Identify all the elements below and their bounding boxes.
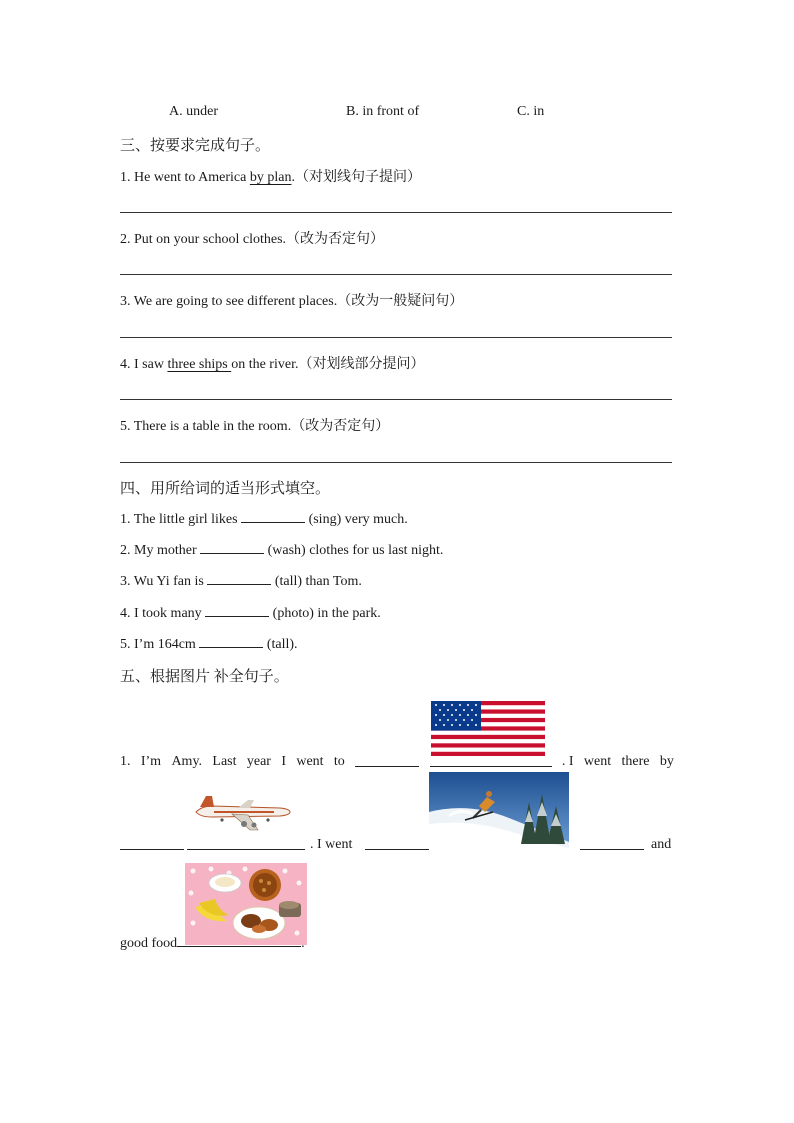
answer-line-5 <box>120 462 672 463</box>
fill-blank[interactable] <box>355 754 419 767</box>
fill-blank[interactable] <box>580 837 644 850</box>
s5-line-3-end: . <box>301 936 305 951</box>
option-a: A. under <box>169 104 218 119</box>
word: I’m <box>140 754 162 769</box>
s4-item-5 <box>120 635 298 653</box>
fill-blank[interactable] <box>120 837 184 850</box>
s3-item-1-pre: 1. He went to America <box>120 170 250 185</box>
word: I <box>281 754 286 769</box>
word: year <box>246 754 271 769</box>
s4-item-3 <box>120 572 362 590</box>
s5-line-1 <box>120 754 674 770</box>
word: Amy. <box>171 754 203 769</box>
s4-item-4 <box>120 604 381 622</box>
word: went <box>583 754 612 769</box>
fill-blank[interactable] <box>365 837 429 850</box>
s3-item-4-underlined: three ships <box>167 357 232 372</box>
s5-line-3 <box>120 934 305 952</box>
s3-item-4 <box>120 353 424 373</box>
section4-title: 四、用所给词的适当形式填空。 <box>120 481 331 497</box>
word: 1. <box>120 754 131 769</box>
option-b: B. in front of <box>346 104 420 119</box>
s4-item-1 <box>120 510 408 528</box>
s4-item-2-pre: 2. My mother <box>120 543 201 558</box>
s3-item-1-post: .（对划线句子提问） <box>291 170 421 185</box>
answer-line-3 <box>120 337 672 338</box>
s3-item-5: 5. There is a table in the room.（改为否定句） <box>120 419 390 434</box>
word: . I <box>561 754 574 769</box>
s5-line-2-blank-3[interactable] <box>580 837 644 855</box>
s5-line-2-text: . I went <box>310 837 353 852</box>
food-picture <box>185 863 307 945</box>
word: to <box>333 754 345 769</box>
fill-blank[interactable] <box>199 635 263 648</box>
airplane-picture <box>192 794 294 834</box>
word: Last <box>212 754 237 769</box>
s4-item-4-post: (photo) in the park. <box>269 606 381 621</box>
s3-item-3: 3. We are going to see different places.（改为一般疑问句） <box>120 294 464 309</box>
picture-blank <box>430 754 552 767</box>
s3-item-1-underlined: by plan <box>249 170 292 185</box>
s3-item-4-pre: 4. I saw <box>120 357 168 372</box>
fill-blank[interactable] <box>241 510 305 523</box>
word: by <box>659 754 674 769</box>
skier-picture <box>429 772 569 848</box>
answer-line-4 <box>120 399 672 400</box>
s4-item-3-pre: 3. Wu Yi fan is <box>120 574 208 589</box>
section3-title: 三、按要求完成句子。 <box>120 138 271 154</box>
airplane-blank <box>187 837 305 855</box>
s4-item-1-post: (sing) very much. <box>305 512 408 527</box>
fill-blank[interactable] <box>200 541 264 554</box>
s4-item-2-post: (wash) clothes for us last night. <box>264 543 444 558</box>
s5-line-2-blank-2[interactable] <box>365 837 429 855</box>
answer-line-1 <box>120 212 672 213</box>
s3-item-2: 2. Put on your school clothes.（改为否定句） <box>120 232 385 247</box>
fill-blank[interactable] <box>205 604 269 617</box>
s4-item-5-pre: 5. I’m 164cm <box>120 637 200 652</box>
s4-item-4-pre: 4. I took many <box>120 606 206 621</box>
picture-blank <box>177 934 301 947</box>
word: there <box>621 754 650 769</box>
s3-item-4-post: on the river.（对划线部分提问） <box>231 357 425 372</box>
picture-blank <box>187 837 305 850</box>
s5-line-3-text: good food <box>120 936 178 951</box>
s4-item-2 <box>120 541 443 559</box>
s4-item-5-post: (tall). <box>263 637 298 652</box>
s4-item-3-post: (tall) than Tom. <box>271 574 362 589</box>
section5-title: 五、根据图片 补全句子。 <box>120 669 289 685</box>
answer-line-2 <box>120 274 672 275</box>
s4-item-1-pre: 1. The little girl likes <box>120 512 242 527</box>
s3-item-1 <box>120 166 421 186</box>
s5-line-2-blank-1[interactable] <box>120 837 184 855</box>
word: went <box>296 754 324 769</box>
s5-line-2-end: and <box>651 837 672 852</box>
fill-blank[interactable] <box>207 572 271 585</box>
option-c: C. in <box>517 104 545 119</box>
us-flag-picture <box>431 701 545 756</box>
